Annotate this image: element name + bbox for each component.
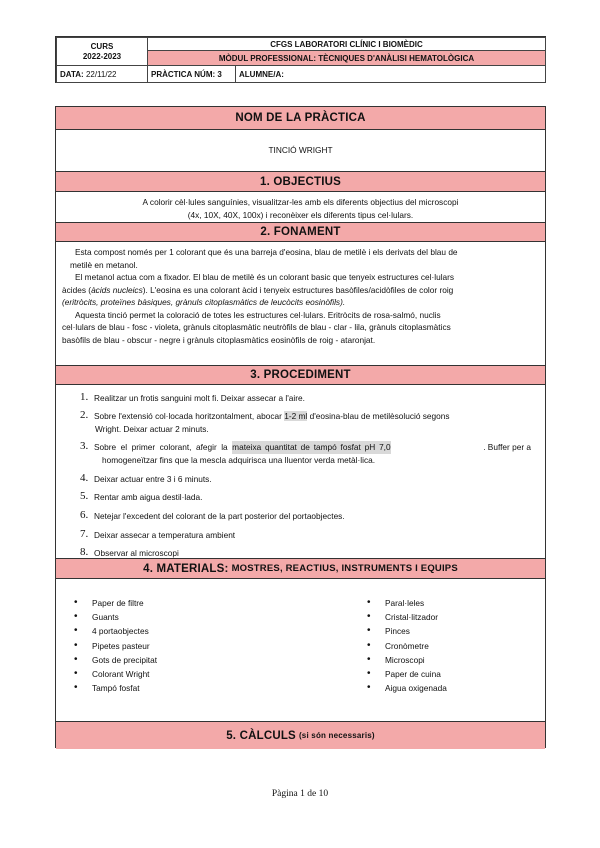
fonament-p3b: cel·lulars de blau - fosc - violeta, grànuls citoplasmàtic neutròfils de blau - clar - lila, grànuls citoplasmàtics (62, 322, 451, 332)
step-5: 5. Rentar amb aigua destil·lada. (80, 490, 203, 502)
fonament-text (62, 246, 541, 346)
objectius-text (56, 196, 545, 221)
curs-label: CURS (90, 41, 114, 51)
list-item: • Cristal·litzador (367, 610, 447, 624)
practice-name: TINCIÓ WRIGHT (268, 145, 333, 155)
step-8: 8. Observar al microscopi (80, 546, 179, 558)
list-item: • Colorant Wright (74, 667, 157, 681)
fonament-p2a: El metanol actua com a fixador. El blau de metilè és un colorant basic que tenyeix estructures cel·lulars (75, 272, 455, 282)
data-value: 22/11/22 (85, 69, 117, 79)
step-3: 3. Sobre el primer colorant, afegir la mateixa quantitat de tampó fosfat pH 7,0 . Buffer per a homogeneïtzar fins que la mescla adquirisca una lluentor verda metàl·lica. (80, 440, 531, 465)
calculs-title: 5. CÀLCULS (226, 729, 296, 742)
materials-list-right (367, 596, 447, 695)
calculs-subtitle: (si són necessaris) (298, 731, 375, 740)
objectius-line-2: (4x, 10X, 40X, 100x) i reconèixer els diferents tipus cel·lulars. (187, 209, 414, 220)
alumne-cell (235, 65, 546, 83)
step-6: 6. Netejar l'excedent del colorant de la part posterior del portaobjectes. (80, 509, 345, 521)
fonament-header (56, 222, 545, 242)
materials-subtitle: MOSTRES, REACTIUS, INSTRUMENTS I EQUIPS (231, 563, 458, 574)
objectius-header (56, 171, 545, 192)
objectius-line-1: A colorir cèl·lules sanguínies, visualitzar-les amb els diferents objectius del microscopi (142, 197, 459, 207)
modul-cell (147, 50, 546, 66)
alumne-label: ALUMNE/A: (239, 69, 284, 79)
materials-list-left (74, 596, 157, 695)
page-number: Pàgina 1 de 10 (271, 789, 329, 799)
fonament-p3c: basòfils de blau - obscur - negre i grànuls citoplasmàtics eosinòfils de roig - ataronjat. (62, 334, 376, 345)
highlight-buffer: mateixa quantitat de tampó fosfat pH 7,0 (232, 442, 391, 452)
list-item: • Tampó fosfat (74, 681, 157, 695)
curs-cell (56, 37, 148, 66)
objectius-title: 1. OBJECTIUS (259, 175, 341, 188)
list-item: • Cronòmetre (367, 639, 447, 653)
fonament-p2c: (eritròcits, proteïnes bàsiques, grànuls citoplasmàtics de leucòcits eosinòfils). (62, 297, 346, 307)
header-table (55, 36, 546, 83)
fonament-p1a: Esta compost només per 1 colorant que és una barreja d'eosina, blau de metilè i els derivats del blau de (75, 247, 458, 257)
highlight-volume: 1-2 ml (284, 411, 308, 421)
step-4: 4. Deixar actuar entre 3 i 6 minuts. (80, 472, 212, 484)
fonament-p2b: àcides (àcids nucleics). L'eosina es una colorant àcid i tenyeix estructures basòfiles/acidòfiles de color roig (62, 284, 454, 295)
calculs-header (56, 721, 545, 749)
practice-document (55, 106, 546, 748)
materials-title: 4. MATERIALS: (143, 562, 229, 575)
procediment-title: 3. PROCEDIMENT (250, 369, 351, 381)
step-2: 2. Sobre l'extensió col·locada horitzontalment, abocar 1-2 ml d'eosina-blau de metilèsolució segons Wright. Deixar actuar 2 minuts. (80, 409, 450, 434)
procediment-header (56, 365, 545, 385)
modul-title: MÒDUL PROFESSIONAL: TÈCNIQUES D'ANÀLISI HEMATOLÒGICA (218, 53, 475, 63)
step-7: 7. Deixar assecar a temperatura ambient (80, 528, 236, 540)
list-item: • Microscopi (367, 653, 447, 667)
practica-cell (147, 65, 236, 83)
fonament-italic: àcids nucleics (91, 284, 143, 295)
cfgs-title: CFGS LABORATORI CLÍNIC I BIOMÈDIC (270, 39, 423, 49)
nom-title: NOM DE LA PRÀCTICA (235, 112, 366, 124)
practica-number: PRÀCTICA NÚM: 3 (151, 69, 222, 79)
list-item: • Paral·leles (367, 596, 447, 610)
list-item: • Gots de precipitat (74, 653, 157, 667)
fonament-title: 2. FONAMENT (260, 226, 341, 238)
curs-year: 2022-2023 (82, 51, 122, 61)
fonament-p3a: Aquesta tinció permet la coloració de totes les estructures cel·lulars. Eritròcits de rosa-salmó, nuclis (75, 309, 441, 320)
step-1: 1. Realitzar un frotis sanguini molt fi. Deixar assecar a l'aire. (80, 391, 305, 403)
list-item: • 4 portaobjectes (74, 624, 157, 638)
data-cell (56, 65, 148, 83)
list-item: • Guants (74, 610, 157, 624)
cfgs-cell (147, 37, 546, 51)
fonament-p1b: metilè en metanol. (70, 259, 138, 270)
materials-header (56, 558, 545, 579)
list-item: • Aigua oxigenada (367, 681, 447, 695)
list-item: • Pipetes pasteur (74, 639, 157, 653)
list-item: • Pinces (367, 624, 447, 638)
list-item: • Paper de filtre (74, 596, 157, 610)
data-label: DATA: (60, 69, 84, 79)
nom-header (56, 107, 545, 130)
list-item: • Paper de cuina (367, 667, 447, 681)
